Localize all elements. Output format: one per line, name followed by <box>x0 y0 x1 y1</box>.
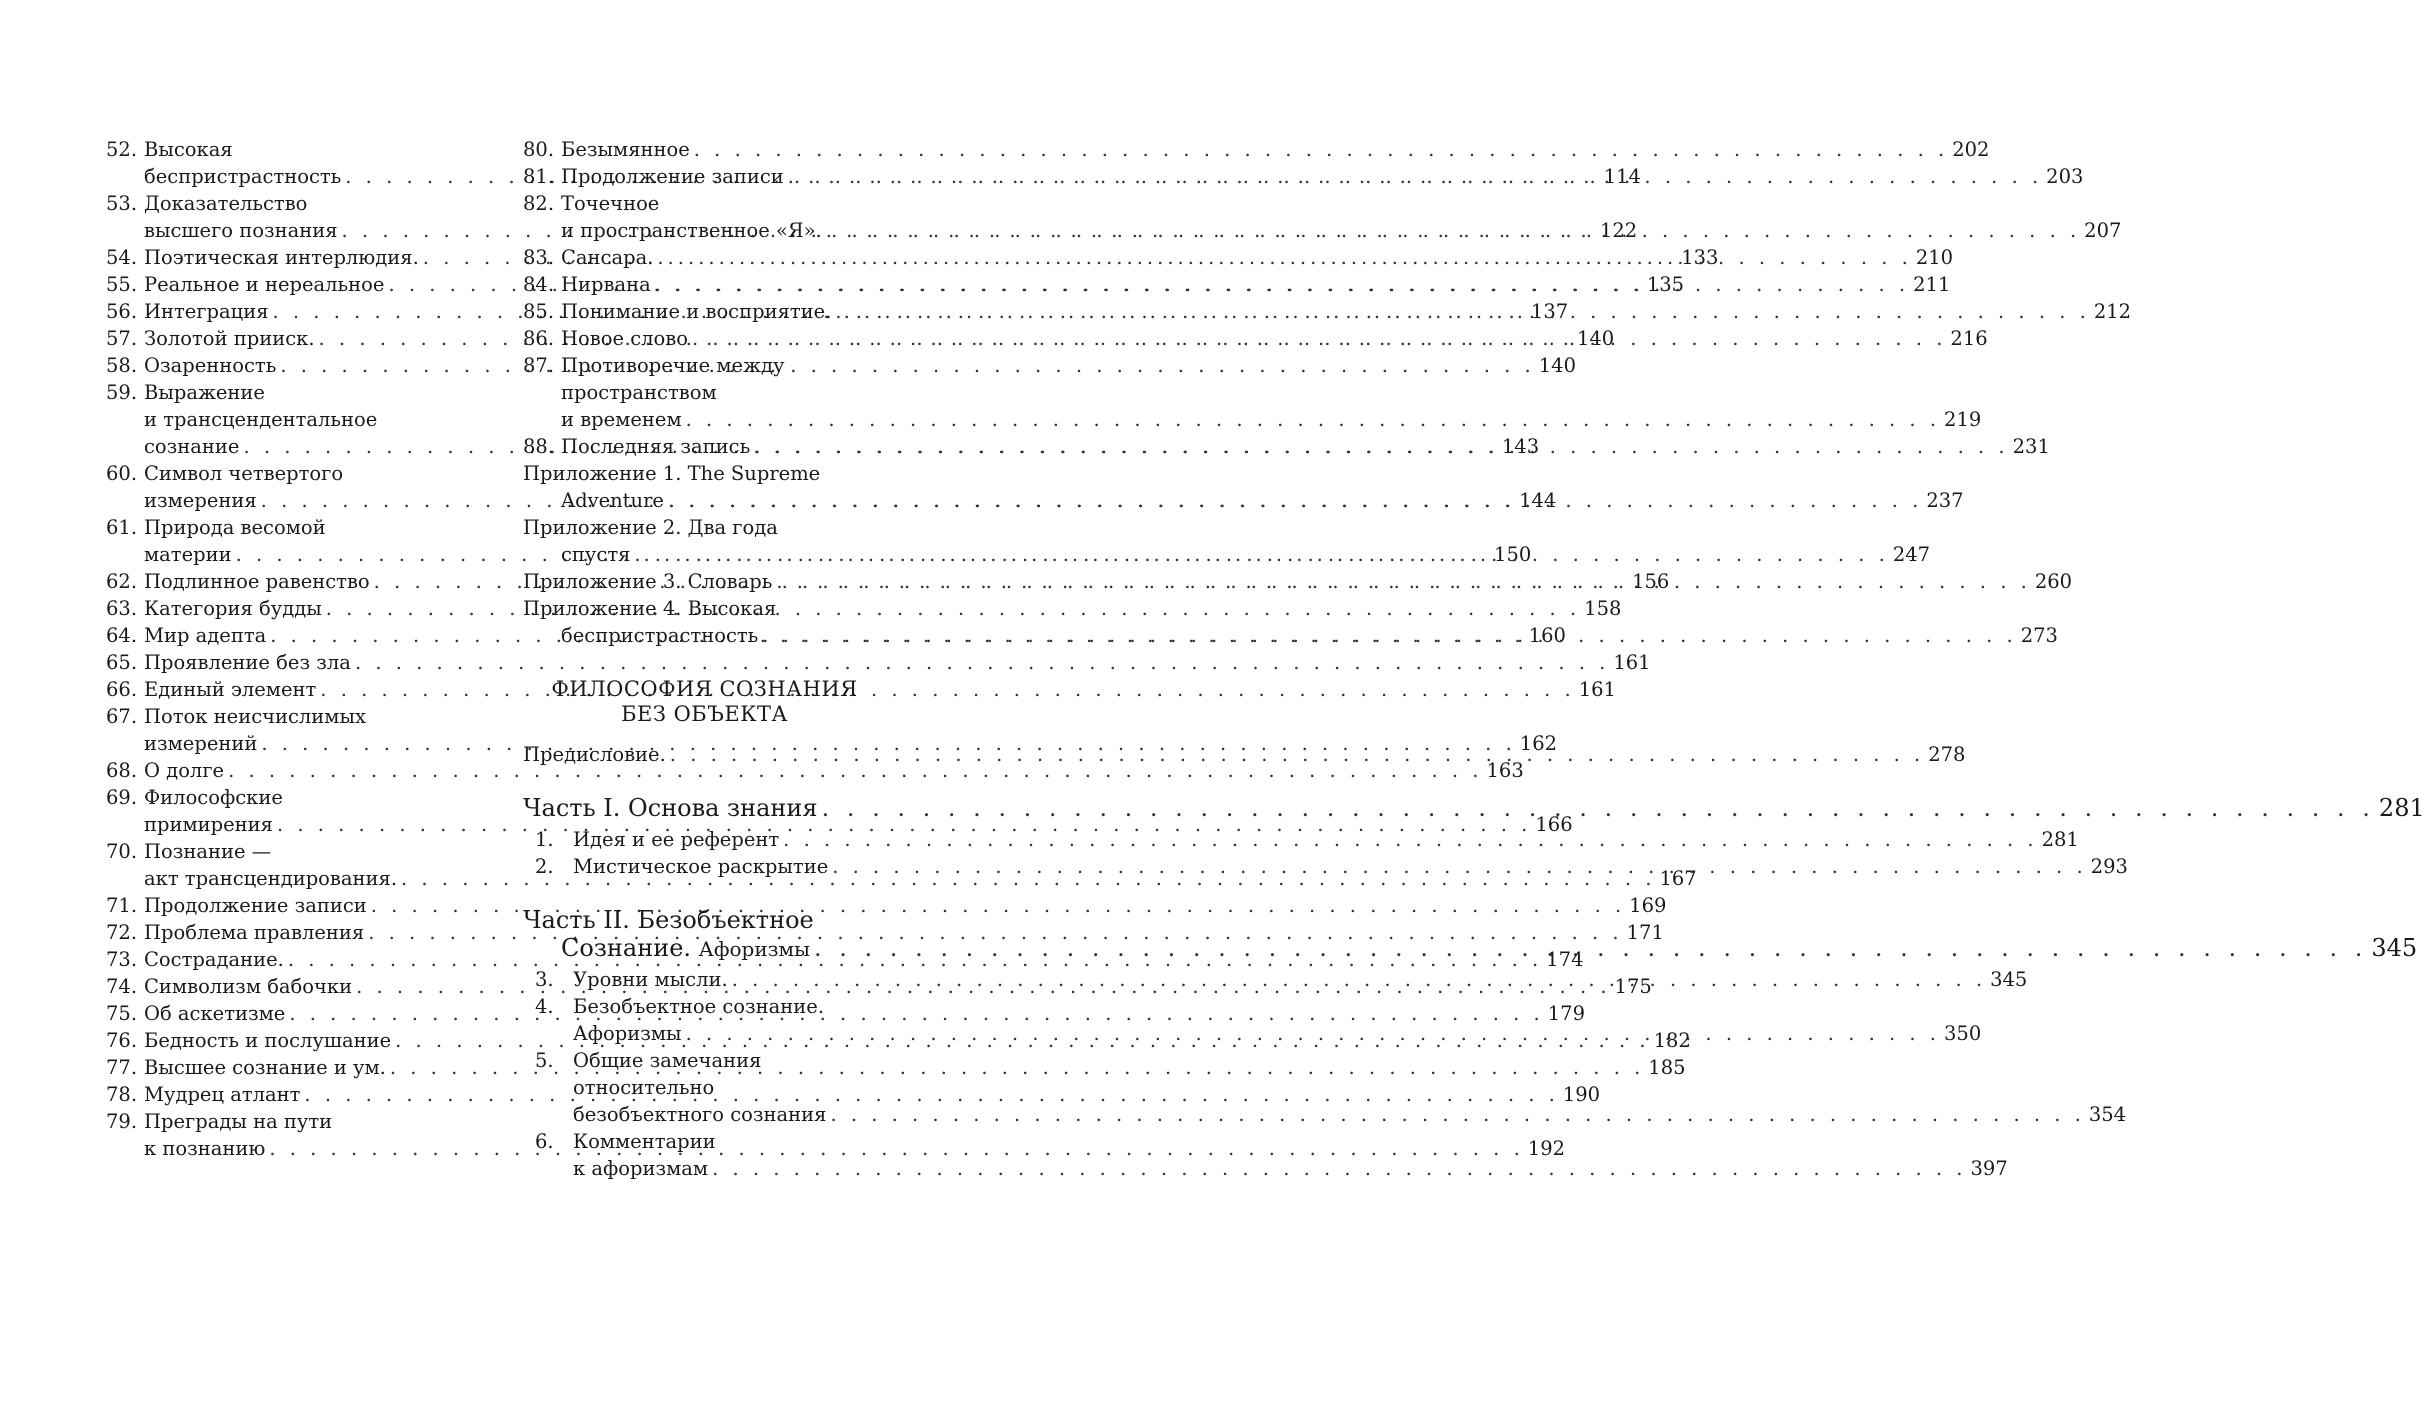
entry-page: 219 <box>1944 408 1982 431</box>
toc-part-1[interactable] <box>523 794 2425 822</box>
entry-title: Приложение 4. Высокая <box>523 597 777 620</box>
entry-title: к познанию <box>144 1137 266 1160</box>
entry-title: Понимание и восприятие. <box>561 300 832 323</box>
entry-title: Приложение 2. Два года <box>523 516 778 539</box>
entry-number: 52. <box>106 138 138 161</box>
part-subtitle: Афоризмы <box>698 937 811 961</box>
entry-title: Доказательство <box>144 192 308 215</box>
entry-page: 158 <box>1584 597 1622 620</box>
entry-title: Символизм бабочки <box>144 975 353 998</box>
entry-number: 2. <box>535 855 554 878</box>
leader-dots <box>784 163 2046 190</box>
entry-title: Философские <box>144 786 283 809</box>
entry-title: Высшее сознание и ум. <box>144 1056 386 1079</box>
entry-page: 278 <box>1928 743 1966 766</box>
entry-number: 85. <box>523 300 555 323</box>
entry-title: Adventure <box>561 489 664 512</box>
leader-dots <box>772 568 2034 595</box>
entry-number: 73. <box>106 948 138 971</box>
entry-title: безобъектного сознания <box>573 1103 827 1126</box>
leader-dots <box>630 541 1892 568</box>
leader-dots <box>810 934 2371 962</box>
entry-title: спустя <box>561 543 631 566</box>
entry-title: Природа весомой <box>144 516 326 539</box>
entry-number: 55. <box>106 273 138 296</box>
entry-number: 77. <box>106 1056 138 1079</box>
entry-title: Афоризмы <box>573 1022 682 1045</box>
entry-title: Безымянное <box>561 138 690 161</box>
entry-page: 207 <box>2084 219 2122 242</box>
entry-page: 203 <box>2046 165 2084 188</box>
entry-page: 231 <box>2012 435 2050 458</box>
entry-page: 345 <box>1990 968 2028 991</box>
leader-dots <box>779 826 2041 853</box>
entry-page: 167 <box>1659 867 1697 890</box>
entry-page: 161 <box>1578 678 1616 701</box>
entry-page: 175 <box>1614 975 1652 998</box>
entry-number: 74. <box>106 975 138 998</box>
entry-title: к афоризмам <box>573 1157 709 1180</box>
leader-dots <box>664 487 1926 514</box>
entry-title: Интеграция <box>144 300 269 323</box>
entry-title: сознание <box>144 435 240 458</box>
section-title-line2: БЕЗ ОБЪЕКТА <box>621 702 788 726</box>
entry-title: О долге <box>144 759 225 782</box>
entry-title: Символ четвертого <box>144 462 344 485</box>
entry-number: 62. <box>106 570 138 593</box>
entry-number: 79. <box>106 1110 138 1133</box>
entry-title: Мистическое раскрытие <box>573 855 829 878</box>
entry-title: беспристрастность <box>144 165 342 188</box>
entry-title: измерения <box>144 489 257 512</box>
entry-number: 65. <box>106 651 138 674</box>
part-title-line1: Часть II. Безобъектное <box>523 906 814 934</box>
entry-number: 63. <box>106 597 138 620</box>
entry-page: 350 <box>1944 1022 1982 1045</box>
entry-number: 59. <box>106 381 138 404</box>
leader-dots <box>316 676 1578 703</box>
entry-page: 137 <box>1530 300 1569 323</box>
part-page: 345 <box>2371 934 2418 962</box>
toc-entry[interactable] <box>523 136 1990 163</box>
entry-title: Новое слово <box>561 327 688 350</box>
entry-title: Проблема правления <box>144 921 365 944</box>
entry-page: 133 <box>1681 246 1719 269</box>
entry-title: Общие замечания <box>573 1049 762 1072</box>
part-title-line2: Сознание. <box>561 934 692 962</box>
entry-number: 56. <box>106 300 138 323</box>
entry-number: 64. <box>106 624 138 647</box>
entry-title: Комментарии <box>573 1130 716 1153</box>
entry-number: 87. <box>523 354 555 377</box>
entry-title: высшего познания <box>144 219 338 242</box>
entry-number: 61. <box>106 516 138 539</box>
entry-page: 212 <box>2093 300 2132 323</box>
entry-title: Продолжение записи <box>144 894 367 917</box>
leader-dots <box>826 1101 2088 1128</box>
entry-number: 69. <box>106 786 138 809</box>
entry-title: Безобъектное сознание. <box>573 995 825 1018</box>
entry-number: 75. <box>106 1002 138 1025</box>
entry-number: 53. <box>106 192 138 215</box>
entry-title: и трансцендентальное <box>144 408 378 431</box>
leader-dots <box>688 325 1950 352</box>
part-title: Часть I. Основа знания <box>523 794 818 822</box>
entry-page: 156 <box>1632 570 1670 593</box>
entry-number: 70. <box>106 840 138 863</box>
entry-title: Мудрец атлант <box>144 1083 301 1106</box>
entry-number: 58. <box>106 354 138 377</box>
entry-title: Предисловие. <box>523 743 666 766</box>
leader-dots <box>666 741 1928 768</box>
entry-page: 202 <box>1952 138 1990 161</box>
entry-page: 174 <box>1546 948 1584 971</box>
entry-title: Озаренность <box>144 354 277 377</box>
entry-page: 185 <box>1648 1056 1686 1079</box>
entry-number: 82. <box>523 192 555 215</box>
entry-number: 4. <box>535 995 554 1018</box>
entry-number: 5. <box>535 1049 554 1072</box>
entry-page: 114 <box>1603 165 1641 188</box>
entry-page: 260 <box>2034 570 2073 593</box>
entry-number: 60. <box>106 462 138 485</box>
entry-number: 54. <box>106 246 138 269</box>
entry-title: Нирвана <box>561 273 651 296</box>
entry-page: 135 <box>1646 273 1685 296</box>
entry-title: Продолжение записи <box>561 165 784 188</box>
entry-title: примирения <box>144 813 273 836</box>
entry-page: 182 <box>1653 1029 1691 1052</box>
entry-title: Последняя запись <box>561 435 751 458</box>
entry-page: 211 <box>1913 273 1951 296</box>
leader-dots <box>828 853 2090 880</box>
entry-title: Поток неисчислимых <box>144 705 366 728</box>
toc-entry[interactable] <box>106 892 1667 919</box>
entry-title: Приложение 3. Словарь <box>523 570 773 593</box>
leader-dots <box>651 271 1913 298</box>
leader-dots <box>322 595 1584 622</box>
entry-title: Сострадание. <box>144 948 284 971</box>
entry-title: Категория будды <box>144 597 322 620</box>
entry-number: 88. <box>523 435 555 458</box>
entry-number: 57. <box>106 327 138 350</box>
section-heading <box>523 677 886 727</box>
entry-title: акт трансцендирования. <box>144 867 398 890</box>
leader-dots <box>822 217 2084 244</box>
entry-number: 76. <box>106 1029 138 1052</box>
entry-number: 71. <box>106 894 138 917</box>
leader-dots <box>653 244 1915 271</box>
entry-title: Точечное <box>561 192 660 215</box>
entry-title: Поэтическая интерлюдия. <box>144 246 419 269</box>
entry-page: 216 <box>1950 327 1988 350</box>
entry-title: Выражение <box>144 381 265 404</box>
entry-page: 247 <box>1892 543 1931 566</box>
entry-title: Единый элемент <box>144 678 317 701</box>
entry-title: Бедность и послушание <box>144 1029 392 1052</box>
leader-dots <box>690 136 1952 163</box>
entry-page: 397 <box>1970 1157 2008 1180</box>
entry-page: 273 <box>2020 624 2058 647</box>
entry-title: Познание — <box>144 840 272 863</box>
entry-page: 192 <box>1527 1137 1566 1160</box>
leader-dots <box>758 622 2020 649</box>
entry-page: 160 <box>1528 624 1566 647</box>
entry-number: 66. <box>106 678 138 701</box>
entry-page: 354 <box>2088 1103 2127 1126</box>
entry-page: 143 <box>1501 435 1540 458</box>
entry-title: измерений <box>144 732 258 755</box>
toc-entry[interactable] <box>106 757 1524 784</box>
entry-page: 122 <box>1599 219 1638 242</box>
leader-dots <box>818 794 2379 822</box>
entry-title: Противоречие между <box>561 354 785 377</box>
entry-title: Уровни мысли. <box>573 968 728 991</box>
entry-page: 179 <box>1547 1002 1585 1025</box>
entry-number: 1. <box>535 828 554 851</box>
entry-number: 3. <box>535 968 554 991</box>
leader-dots <box>728 966 1990 993</box>
entry-number: 72. <box>106 921 138 944</box>
entry-number: 6. <box>535 1130 554 1153</box>
leader-dots <box>276 352 1538 379</box>
entry-title: Преграды на пути <box>144 1110 333 1133</box>
entry-title: и пространственное «Я». <box>561 219 822 242</box>
entry-page: 190 <box>1562 1083 1601 1106</box>
entry-title: беспристрастность <box>561 624 759 647</box>
entry-title: Реальное и нереальное <box>144 273 385 296</box>
entry-number: 81. <box>523 165 555 188</box>
leader-dots <box>682 406 1944 433</box>
entry-title: материи <box>144 543 232 566</box>
entry-title: Подлинное равенство <box>144 570 370 593</box>
entry-title: пространством <box>561 381 717 404</box>
entry-number: 68. <box>106 759 138 782</box>
entry-title: Об аскетизме <box>144 1002 286 1025</box>
entry-number: 80. <box>523 138 555 161</box>
entry-title: относительно <box>573 1076 715 1099</box>
entry-page: 237 <box>1926 489 1964 512</box>
entry-number: 78. <box>106 1083 138 1106</box>
entry-page: 144 <box>1519 489 1557 512</box>
entry-title: Высокая <box>144 138 233 161</box>
entry-page: 166 <box>1535 813 1573 836</box>
entry-page: 161 <box>1613 651 1651 674</box>
entry-title: Сансара. <box>561 246 654 269</box>
entry-page: 163 <box>1486 759 1524 782</box>
leader-dots <box>750 433 2012 460</box>
section-title-line1: ФИЛОСОФИЯ СОЗНАНИЯ <box>551 677 858 701</box>
entry-page: 169 <box>1629 894 1667 917</box>
entry-title: Проявление без зла <box>144 651 351 674</box>
leader-dots <box>682 1020 1944 1047</box>
entry-page: 171 <box>1626 921 1664 944</box>
leader-dots <box>708 1155 1970 1182</box>
leader-dots <box>831 298 2093 325</box>
entry-number: 84. <box>523 273 555 296</box>
toc-entry[interactable] <box>106 649 1651 676</box>
entry-number: 83. <box>523 246 555 269</box>
entry-page: 140 <box>1538 354 1576 377</box>
part-page: 281 <box>2378 794 2425 822</box>
toc-entry[interactable] <box>535 826 2079 853</box>
entry-number: 67. <box>106 705 138 728</box>
entry-page: 293 <box>2090 855 2128 878</box>
entry-page: 150 <box>1494 543 1532 566</box>
entry-number: 86. <box>523 327 555 350</box>
entry-page: 281 <box>2041 828 2079 851</box>
entry-page: 140 <box>1576 327 1615 350</box>
entry-title: Приложение 1. The Supreme <box>523 462 821 485</box>
entry-title: и временем <box>561 408 682 431</box>
entry-title: Идея и ее референт <box>573 828 780 851</box>
entry-page: 162 <box>1519 732 1558 755</box>
entry-title: Золотой прииск. <box>144 327 315 350</box>
entry-page: 210 <box>1915 246 1954 269</box>
entry-title: Мир адепта <box>144 624 267 647</box>
